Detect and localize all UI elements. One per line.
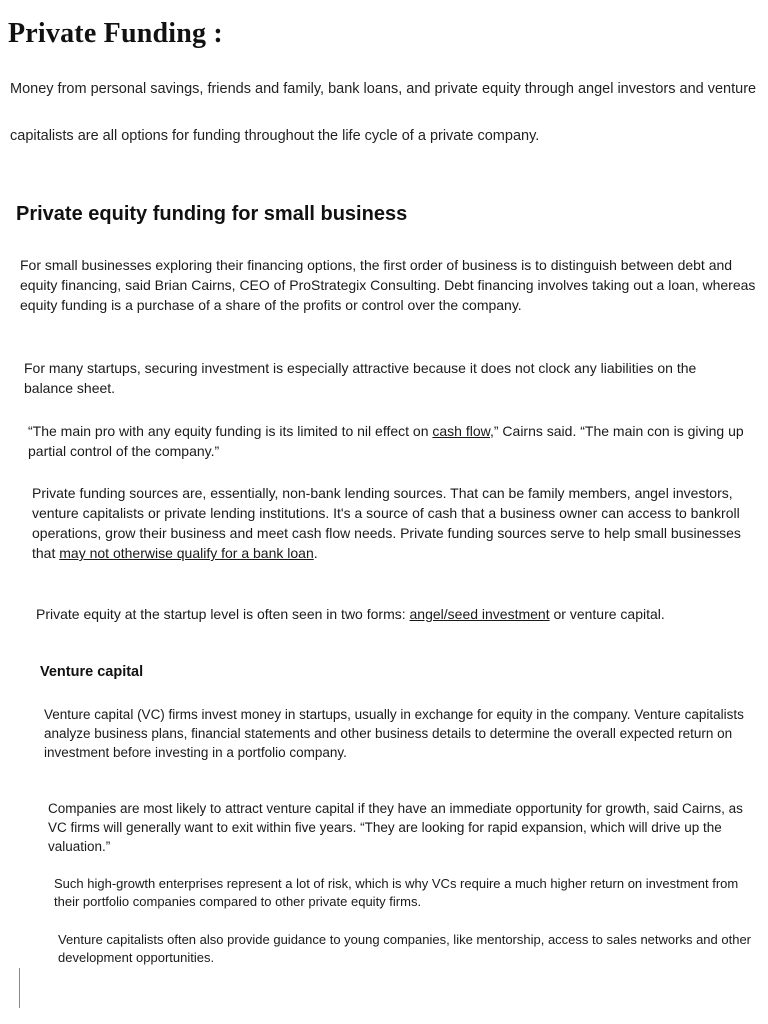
intro-paragraph: Money from personal savings, friends and family, bank loans, and private equity through angel investors and venture capitalists are all options for funding throughout the life cycle of a private company. bbox=[10, 81, 757, 144]
subheading-venture-capital: Venture capital bbox=[40, 664, 144, 680]
quote-text-end: ,” Cairns said. “The main con is giving up partial control of the company.” bbox=[28, 423, 744, 459]
paragraph-startups: For many startups, securing investment is especially attractive because it does not clock any liabilities on the balance sheet. bbox=[24, 360, 697, 396]
paragraph-guidance: Venture capitalists often also provide guidance to young companies, like mentorship, access to sales networks and other development opportunities. bbox=[58, 932, 752, 965]
paragraph-attract-vc: Companies are most likely to attract venture capital if they have an immediate opportunity for growth, said Cairns, as VC firms will generally want to exit within five years. “They are looking for rapid expansion, which will drive up the valuation.” bbox=[48, 801, 743, 854]
paragraph-high-growth: Such high-growth enterprises represent a lot of risk, which is why VCs require a much higher return on investment from their portfolio companies compared to other private equity firms. bbox=[54, 876, 739, 909]
scan-margin-line bbox=[19, 968, 20, 1008]
paragraph-two-forms bbox=[36, 604, 761, 624]
forms-text-end: or venture capital. bbox=[549, 606, 665, 622]
section-heading: Private equity funding for small business bbox=[16, 203, 408, 225]
paragraph-debt-vs-equity: For small businesses exploring their financing options, the first order of business is to distinguish between debt and equity financing, said Brian Cairns, CEO of ProStrategix Consulting. Debt financing involves taking out a loan, whereas equity funding is a purchase of a share of the profits or control over the company. bbox=[20, 257, 756, 313]
bank-loan-link[interactable]: may not otherwise qualify for a bank loan bbox=[59, 545, 314, 561]
paragraph-cairns-quote bbox=[28, 421, 758, 461]
paragraph-vc-firms: Venture capital (VC) firms invest money in startups, usually in exchange for equity in the company. Venture capitalists analyze business plans, financial statements and other business details to determine the overall expected return on investment before investing in a portfolio company. bbox=[44, 707, 744, 760]
funding-text-start: Private funding sources are, essentially, non-bank lending sources. That can be family members, angel investors, venture capitalists or private lending institutions. It's a source of cash that a business owner can access to bankroll operations, grow their business and meet cash flow needs. Private funding sources serve to help small businesses that bbox=[32, 485, 741, 561]
funding-text-end: . bbox=[313, 545, 318, 561]
paragraph-private-funding-sources bbox=[32, 483, 767, 563]
page-title: Private Funding : bbox=[8, 18, 223, 49]
quote-text-start: “The main pro with any equity funding is its limited to nil effect on bbox=[28, 423, 433, 439]
forms-text-start: Private equity at the startup level is often seen in two forms: bbox=[36, 606, 410, 622]
cash-flow-link[interactable]: cash flow bbox=[432, 423, 490, 439]
angel-seed-investment-link[interactable]: angel/seed investment bbox=[409, 606, 550, 622]
